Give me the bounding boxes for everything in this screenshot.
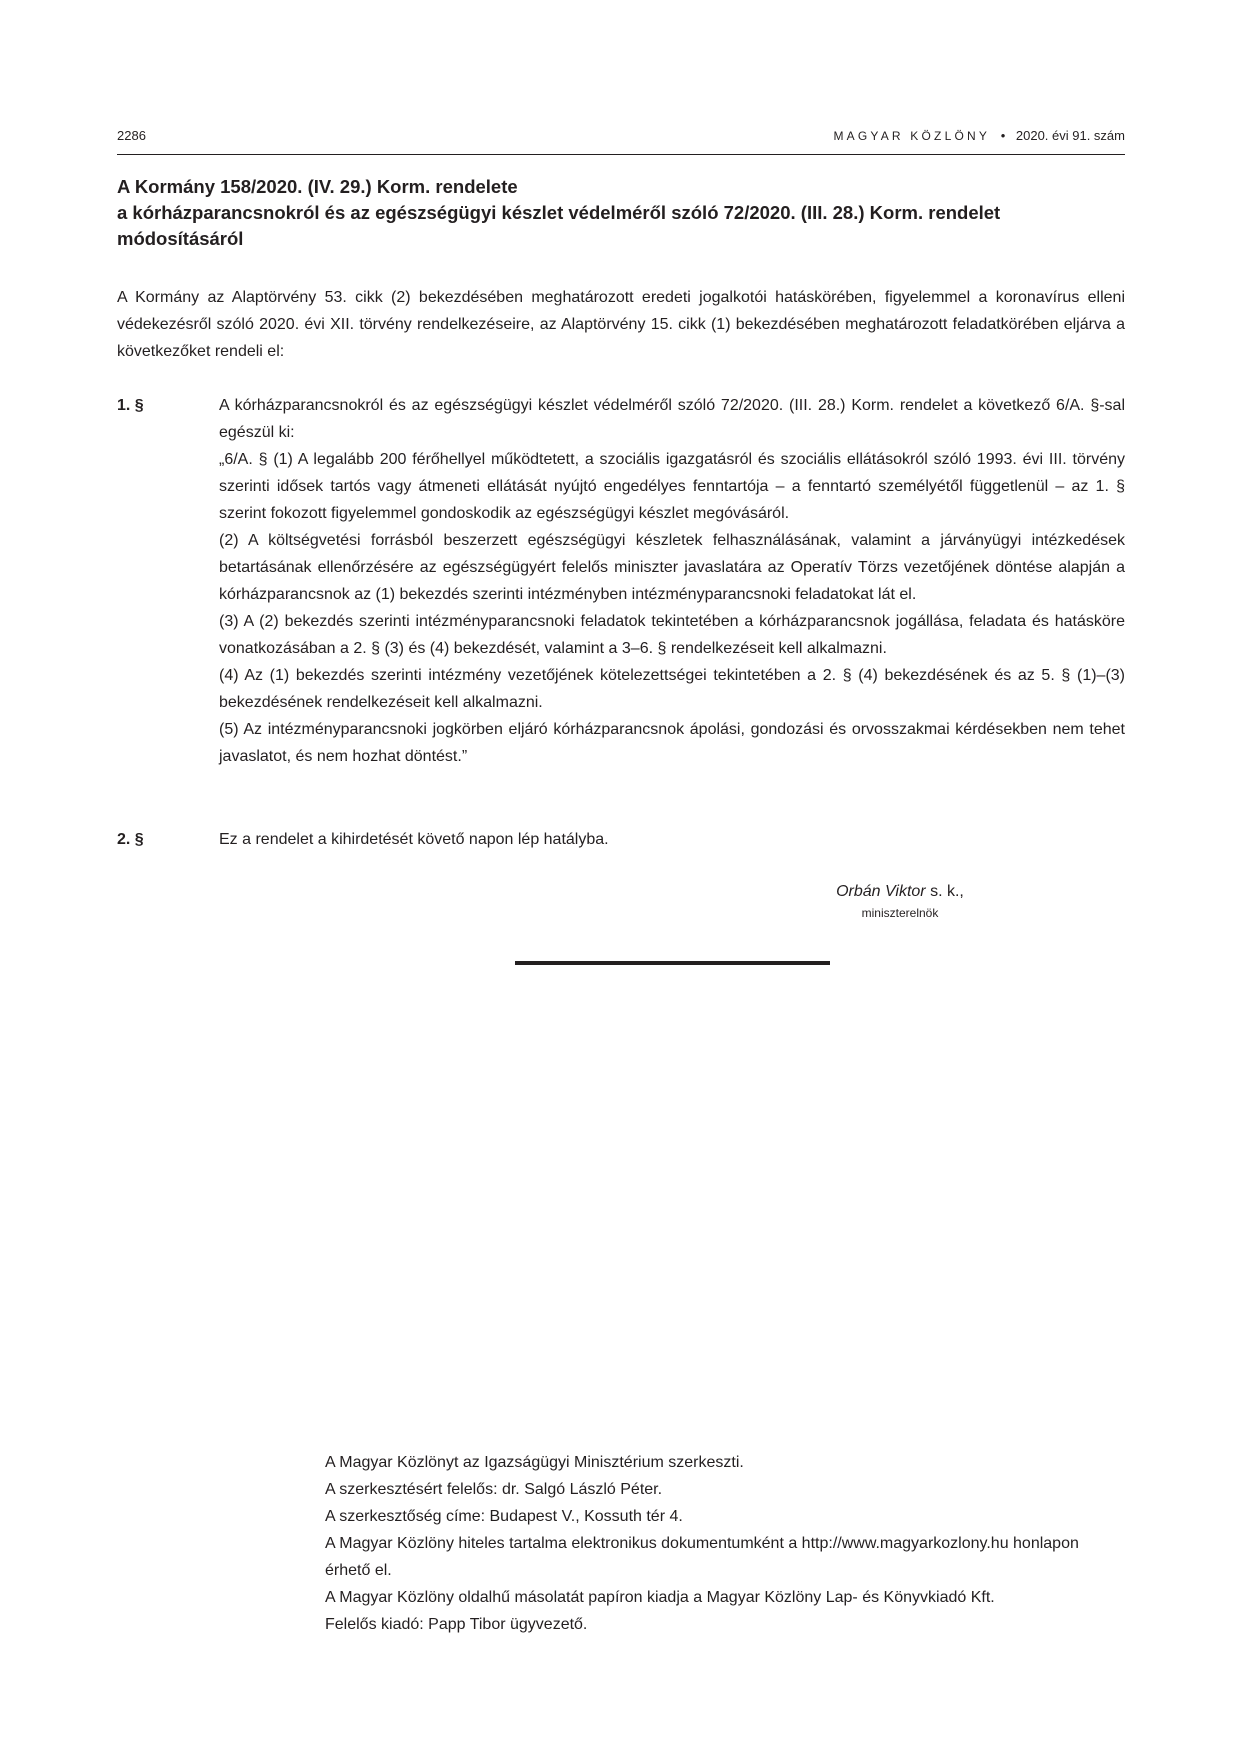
separator-rule — [515, 961, 830, 965]
section-2 — [117, 826, 1125, 853]
title-line: A Kormány 158/2020. (IV. 29.) Korm. rendelete — [117, 176, 518, 197]
signer — [800, 880, 1000, 904]
section-paragraph: Ez a rendelet a kihirdetését követő napon lép hatályba. — [219, 831, 609, 848]
colophon-line: A szerkesztőség címe: Budapest V., Kossuth tér 4. — [325, 1508, 683, 1525]
colophon-line: A Magyar Közlöny oldalhű másolatát papíron kiadja a Magyar Közlöny Lap- és Könyvkiadó Kft. — [325, 1589, 995, 1606]
signature-block — [800, 880, 1000, 922]
section-number: 1. § — [117, 397, 144, 414]
preamble: A Kormány az Alaptörvény 53. cikk (2) bekezdésében meghatározott eredeti jogalkotói hatáskörében, figyelemmel a koronavírus elleni védekezésről szóló 2020. évi XII. törvény rendelkezéseire, az Alaptörvény 15. cikk (1) bekezdésében meghatározott feladatkörében eljárva a következőket rendeli el: — [117, 289, 1125, 360]
signer-suffix: s. k., — [925, 883, 964, 900]
title-line: módosításáról — [117, 228, 244, 249]
colophon — [325, 1449, 1125, 1638]
section-paragraph: (3) A (2) bekezdés szerinti intézményparancsnoki feladatok tekintetében a kórházparancsnok jogállása, feladata és hatásköre vonatkozásában a 2. § (3) és (4) bekezdését, valamint a 3–6. § rendelkezéseit kell alkalmazni. — [219, 613, 1125, 657]
section-paragraph: „6/A. § (1) A legalább 200 férőhellyel működtetett, a szociális igazgatásról és szociális ellátásokról szóló 1993. évi III. törvény szerinti idősek tartós vagy átmeneti ellátását nyújtó engedélyes fenntartója – a fenntartó személyétől függetlenül – az 1. § szerint fokozott figyelemmel gondoskodik az egészségügyi készlet megóvásáról. — [219, 451, 1125, 522]
section-paragraph: A kórházparancsnokról és az egészségügyi készlet védelméről szóló 72/2020. (III. 28.) Korm. rendelet a következő 6/A. §-sal egészül ki: — [219, 397, 1125, 441]
signer-title: miniszterelnök — [861, 906, 939, 920]
section-body — [219, 392, 1125, 770]
colophon-line: Felelős kiadó: Papp Tibor ügyvezető. — [325, 1616, 588, 1633]
signer-name: Orbán Viktor — [836, 883, 926, 900]
section-paragraph: (4) Az (1) bekezdés szerinti intézmény vezetőjének kötelezettségei tekintetében a 2. § (4) bekezdésének és az 5. § (1)–(3) bekezdésének rendelkezéseit kell alkalmazni. — [219, 667, 1125, 711]
journal-name: MAGYAR KÖZLÖNY — [833, 129, 991, 143]
journal-issue — [833, 128, 1125, 143]
bullet-separator: • — [1000, 128, 1006, 143]
decree-title — [117, 174, 1127, 252]
page-header — [117, 128, 1125, 155]
issue-number: 2020. évi 91. szám — [1015, 128, 1125, 143]
section-1 — [117, 392, 1125, 770]
section-number: 2. § — [117, 831, 144, 848]
page-number: 2286 — [117, 128, 146, 143]
colophon-line: A szerkesztésért felelős: dr. Salgó László Péter. — [325, 1481, 663, 1498]
title-line: a kórházparancsnokról és az egészségügyi készlet védelméről szóló 72/2020. (III. 28.) Korm. rendelet — [117, 202, 1001, 223]
section-paragraph: (5) Az intézményparancsnoki jogkörben eljáró kórházparancsnok ápolási, gondozási és orvosszakmai kérdésekben nem tehet javaslatot, és nem hozhat döntést.” — [219, 721, 1125, 765]
section-body — [219, 826, 1125, 853]
section-paragraph: (2) A költségvetési forrásból beszerzett egészségügyi készletek felhasználásának, valamint a járványügyi intézkedések betartásának ellenőrzésére az egészségügyért felelős miniszter javaslatára az Operatív Törzs vezetőjének döntése alapján a kórházparancsnok az (1) bekezdés szerinti intézményben intézményparancsnoki feladatokat lát el. — [219, 532, 1125, 603]
colophon-line: A Magyar Közlöny hiteles tartalma elektronikus dokumentumként a http://www.magyarkozlony.hu honlapon érhető el. — [325, 1535, 1079, 1579]
colophon-line: A Magyar Közlönyt az Igazságügyi Minisztérium szerkeszti. — [325, 1454, 744, 1471]
